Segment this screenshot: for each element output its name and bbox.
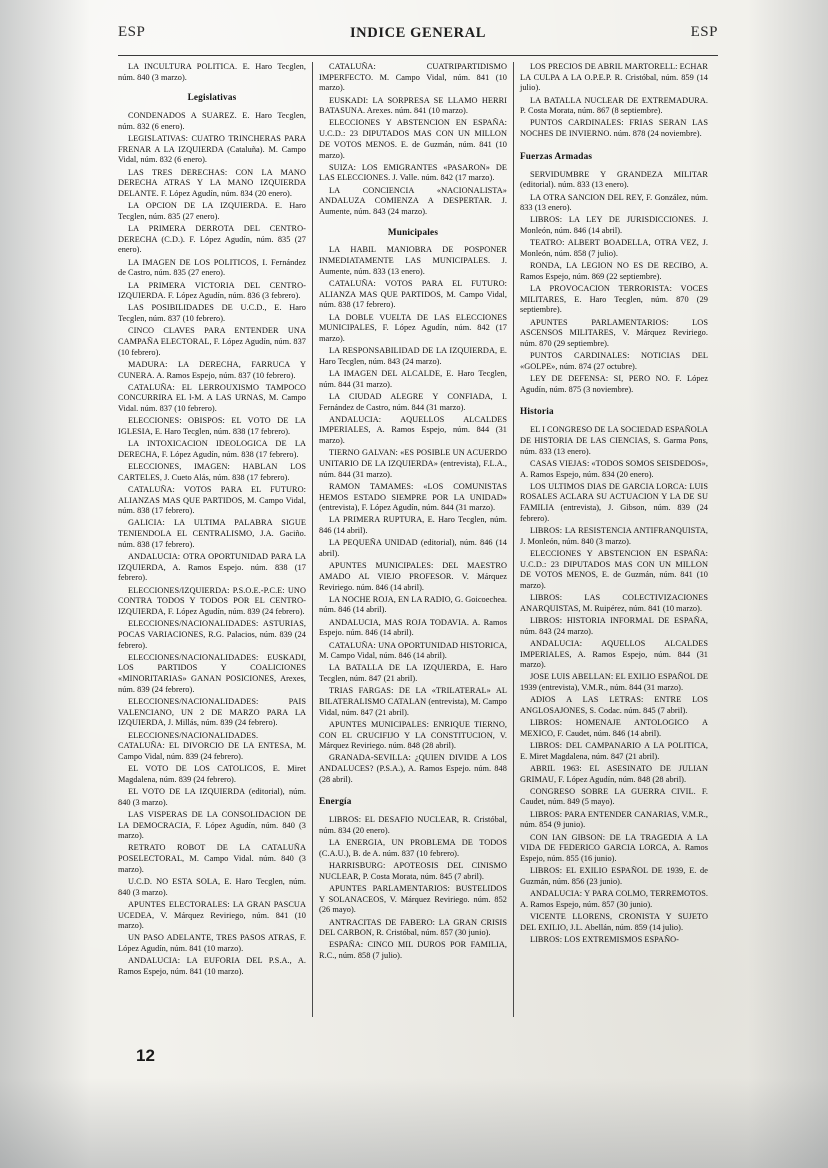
index-entry: ELECCIONES/NACIONALIDADES. CATALUÑA: EL DIVORCIO DE LA ENTESA, M. Campo Vidal, núm. 839 (24 febrero). (118, 730, 306, 761)
section-heading: Legislativas (187, 92, 237, 103)
index-entry: CATALUÑA: CUATRIPARTIDISMO IMPERFECTO. M. Campo Vidal, núm. 841 (10 marzo). (319, 62, 507, 93)
index-entry: LA BATALLA NUCLEAR DE EXTREMADURA. P. Costa Morata, núm. 867 (8 septiembre). (520, 95, 708, 116)
index-entry: LIBROS: LAS COLECTIVIZACIONES ANARQUISTAS, M. Ruipérez, núm. 841 (10 marzo). (520, 593, 708, 613)
column-1-content (118, 62, 306, 978)
index-entry: ANDALUCIA: LA EUFORIA DEL P.S.A., A. Ramos Espejo, núm. 841 (10 marzo). (118, 956, 306, 976)
index-entry: ELECCIONES: OBISPOS: EL VOTO DE LA IGLESIA, E. Haro Tecglen, núm. 838 (17 febrero). (118, 416, 306, 436)
index-entry: LOS PRECIOS DE ABRIL MARTORELL: ECHAR LA CULPA A LA O.P.E.P. R. Cristóbal, núm. 859 (14 julio). (520, 62, 708, 93)
index-entry: LOS ULTIMOS DIAS DE GARCIA LORCA: LUIS ROSALES ACLARA SU ACTUACION Y LA DE SU FAMILIA (entrevista), J. Gibson, núm. 839 (24 febrero). (520, 481, 708, 523)
index-entry: CATALUÑA: EL LERROUXISMO TAMPOCO CONCURRIRA EL l-M. A LAS URNAS, M. Campo Vidal. núm. 837 (10 febrero). (118, 382, 306, 414)
index-entry: APUNTES PARLAMENTARIOS: LOS ASCENSOS MILITARES, V. Márquez Reviriego. núm. 870 (29 septiembre). (520, 317, 708, 348)
index-entry: TRIAS FARGAS: DE LA «TRILATERAL» AL BILATERALISMO CATALAN (entrevista), M. Campo Vidal, núm. 847 (21 abril). (319, 686, 507, 717)
index-entry: ANDALUCIA: AQUELLOS ALCALDES IMPERIALES, A. Ramos Espejo, núm. 844 (31 marzo). (520, 638, 708, 670)
index-entry: LA OPCION DE LA IZQUIERDA. E. Haro Tecglen, núm. 835 (27 enero). (118, 201, 306, 221)
section-heading: Energía (319, 796, 352, 807)
page-edge-shadow-right (748, 0, 828, 1168)
index-entry: ELECCIONES Y ABSTENCION EN ESPAÑA: U.C.D.: 23 DIPUTADOS MAS CON UN MILLON DE VOTOS MENOS. E. de Guzmán, núm. 841 (10 marzo). (319, 118, 507, 160)
index-entry: MADURA: LA DERECHA, FARRUCA Y CUNERA. A. Ramos Espejo, núm. 837 (10 febrero). (118, 359, 306, 380)
column-3-content (520, 62, 708, 945)
index-entry: LA PRIMERA DERROTA DEL CENTRO-DERECHA (C.D.). F. López Agudín, núm. 835 (27 enero). (118, 224, 306, 255)
index-entry: JOSE LUIS ABELLAN: EL EXILIO ESPAÑOL DE 1939 (entrevista), V.M.R., núm. 844 (31 marzo). (520, 672, 708, 693)
index-entry: LEY DE DEFENSA: SI, PERO NO. F. López Agudín, núm. 875 (3 noviembre). (520, 374, 708, 394)
index-entry: APUNTES PARLAMENTARIOS: BUSTELIDOS Y SOLANACEOS, V. Márquez Reviriego. núm. 852 (26 mayo). (319, 883, 507, 915)
index-entry: EL VOTO DE LA IZQUIERDA (editorial), núm. 840 (3 marzo). (118, 786, 306, 807)
index-entry: CASAS VIEJAS: «TODOS SOMOS SEISDEDOS», A. Ramos Espejo, núm. 834 (20 enero). (520, 458, 708, 479)
index-entry: EL VOTO DE LOS CATOLICOS, E. Miret Magdalena, núm. 839 (24 febrero). (118, 764, 306, 784)
column-2-content (319, 62, 507, 962)
page-sheet (118, 22, 718, 1042)
index-entry: APUNTES ELECTORALES: LA GRAN PASCUA UCEDEA, V. Márquez Reviriego, núm. 841 (10 marzo). (118, 899, 306, 931)
index-entry: CONDENADOS A SUAREZ. E. Haro Tecglen, núm. 832 (6 enero). (118, 111, 306, 131)
index-entry: LAS POSIBILIDADES DE U.C.D., E. Haro Tecglen, núm. 837 (10 febrero). (118, 303, 306, 324)
index-entry: RETRATO ROBOT DE LA CATALUÑA POSELECTORAL, M. Campo Vidal. núm. 840 (3 marzo). (118, 843, 306, 874)
index-entry: LA RESPONSABILIDAD DE LA IZQUIERDA, E. Haro Tecglen, núm. 843 (24 marzo). (319, 346, 507, 366)
index-entry: CATALUÑA: VOTOS PARA EL FUTURO: ALIANZAS MAS QUE PARTIDOS, M. Campo Vidal, núm. 838 (17 febrero). (118, 484, 306, 516)
index-entry: CON IAN GIBSON: DE LA TRAGEDIA A LA VIDA DE FEDERICO GARCIA LORCA, A. Ramos Espejo, núm. 855 (16 junio). (520, 832, 708, 863)
index-entry: LA NOCHE ROJA, EN LA RADIO, G. Goicoechea. núm. 846 (14 abril). (319, 594, 507, 615)
index-entry: LA DOBLE VUELTA DE LAS ELECCIONES MUNICIPALES, F. López Agudín, núm. 842 (17 marzo). (319, 312, 507, 343)
section-heading: Municipales (387, 226, 439, 237)
index-entry: LIBROS: HOMENAJE ANTOLOGICO A MEXICO, F. Caudet, núm. 846 (14 abril). (520, 718, 708, 738)
index-entry: TIERNO GALVAN: «ES POSIBLE UN ACUERDO UNITARIO DE LA IZQUIERDA» (entrevista), F.L.A., núm. 844 (31 marzo). (319, 448, 507, 479)
index-columns (118, 62, 718, 1022)
index-entry: LA HABIL MANIOBRA DE POSPONER INMEDIATAMENTE LAS MUNICIPALES. J. Aumente, núm. 833 (13 enero). (319, 245, 507, 276)
index-entry: SERVIDUMBRE Y GRANDEZA MILITAR (editorial). núm. 833 (13 enero). (520, 169, 708, 190)
index-entry: ADIOS A LAS LETRAS: ENTRE LOS ANGLOSAJONES, S. Codac. núm. 845 (7 abril). (520, 695, 708, 715)
index-entry: ELECCIONES Y ABSTENCION EN ESPAÑA: U.C.D.: 23 DIPUTADOS MAS CON UN MILLON DE VOTOS MENOS, E. de Guzmán, núm. 841 (10 marzo). (520, 548, 708, 590)
index-entry: TEATRO: ALBERT BOADELLA, OTRA VEZ, J. Monleón, núm. 858 (7 julio). (520, 238, 708, 258)
index-entry: ABRIL 1963: EL ASESINATO DE JULIAN GRIMAU, F. López Agudín, núm. 848 (28 abril). (520, 763, 708, 784)
running-header (118, 22, 718, 52)
column-2 (319, 62, 507, 1022)
index-entry: GALICIA: LA ULTIMA PALABRA SIGUE TENIENDOLA EL CENTRALISMO, J.A. Gaciño. núm. 838 (17 febrero). (118, 518, 306, 549)
page-title: INDICE GENERAL (349, 25, 487, 41)
index-entry: LA PRIMERA VICTORIA DEL CENTRO-IZQUIERDA. F. López Agudín, núm. 836 (3 febrero). (118, 280, 306, 301)
index-entry: LEGISLATIVAS: CUATRO TRINCHERAS PARA FRENAR A LA IZQUIERDA (Cataluña). M. Campo Vidal, núm. 832 (6 enero). (118, 134, 306, 165)
index-entry: LIBROS: EL EXILIO ESPAÑOL DE 1939, E. de Guzmán, núm. 856 (23 junio). (520, 866, 708, 886)
index-entry: LA OTRA SANCION DEL REY, F. González, núm. 833 (13 enero). (520, 192, 708, 213)
index-entry: LA PEQUEÑA UNIDAD (editorial), núm. 846 (14 abril). (319, 538, 507, 559)
index-entry: LIBROS: EL DESAFIO NUCLEAR, R. Cristóbal, núm. 834 (20 enero). (319, 815, 507, 836)
index-entry: LA CIUDAD ALEGRE Y CONFIADA, I. Fernández de Castro, núm. 844 (31 marzo). (319, 391, 507, 412)
index-entry: CATALUÑA: VOTOS PARA EL FUTURO: ALIANZA MAS QUE PARTIDOS, M. Campo Vidal, núm. 838 (17 febrero). (319, 279, 507, 310)
index-entry: LA ENERGIA, UN PROBLEMA DE TODOS (C.A.U.), B. de A. núm. 837 (10 febrero). (319, 838, 507, 858)
index-entry: RAMON TAMAMES: «LOS COMUNISTAS HEMOS ESTADO SIEMPRE POR LA UNIDAD» (entrevista), F. López Agudín, núm. 844 (31 marzo). (319, 481, 507, 513)
index-entry: PUNTOS CARDINALES: FRIAS SERAN LAS NOCHES DE INVIERNO. núm. 878 (24 noviembre). (520, 118, 708, 139)
column-divider-1 (306, 62, 319, 1022)
index-entry: GRANADA-SEVILLA: ¿QUIEN DIVIDE A LOS ANDALUCES? (P.S.A.), A. Ramos Espejo. núm. 848 (28 abril). (319, 753, 507, 784)
index-entry: LA IMAGEN DE LOS POLITICOS, I. Fernández de Castro, núm. 835 (27 enero). (118, 257, 306, 278)
index-entry: LA PROVOCACION TERRORISTA: VOCES MILITARES, E. Haro Tecglen, núm. 870 (29 septiembre). (520, 284, 708, 315)
index-entry: LAS TRES DERECHAS: CON LA MANO DERECHA ATRAS Y LA MANO IZQUIERDA DELANTE. F. López Agudín, núm. 834 (20 enero). (118, 167, 306, 199)
index-entry: CATALUÑA: UNA OPORTUNIDAD HISTORICA, M. Campo Vidal, núm. 846 (14 abril). (319, 640, 507, 661)
index-entry: RONDA, LA LEGION NO ES DE RECIBO, A. Ramos Espejo, núm. 869 (22 septiembre). (520, 261, 708, 281)
index-entry: U.C.D. NO ESTA SOLA, E. Haro Tecglen, núm. 840 (3 marzo). (118, 876, 306, 897)
index-entry: LIBROS: LA LEY DE JURISDICCIONES. J. Monleón, núm. 846 (14 abril). (520, 215, 708, 236)
index-entry: CINCO CLAVES PARA ENTENDER UNA CAMPAÑA ELECTORAL, F. López Agudín, núm. 837 (10 febrero). (118, 326, 306, 357)
index-entry: CONGRESO SOBRE LA GUERRA CIVIL. F. Caudet, núm. 849 (5 mayo). (520, 786, 708, 807)
index-entry: LIBROS: HISTORIA INFORMAL DE ESPAÑA, núm. 843 (24 marzo). (520, 615, 708, 636)
header-rule (118, 55, 718, 56)
index-entry: ELECCIONES/IZQUIERDA: P.S.O.E.-P.C.E: UNO CONTRA TODOS Y TODOS POR EL CENTRO-IZQUIERDA, F. López Agudín, núm. 839 (24 febrero). (118, 585, 306, 616)
index-entry: LA INTOXICACION IDEOLOGICA DE LA DERECHA, F. López Agudín, núm. 838 (17 febrero). (118, 439, 306, 459)
index-entry: APUNTES MUNICIPALES: ENRIQUE TIERNO, CON EL CRUCIFIJO Y LA CONSTITUCION, V. Márquez Reviriego. núm. 848 (28 abril). (319, 719, 507, 751)
index-entry: ELECCIONES/NACIONALIDADES: EUSKADI, LOS PARTIDOS Y COALICIONES «MINORITARIAS» GANAN POSICIONES, Arexes, núm. 839 (24 febrero). (118, 652, 306, 694)
index-entry: SUIZA: LOS EMIGRANTES «PASARON» DE LAS ELECCIONES. J. Valle. núm. 842 (17 marzo). (319, 162, 507, 183)
index-entry: LIBROS: LA RESISTENCIA ANTIFRANQUISTA, J. Monleón, núm. 840 (3 marzo). (520, 525, 708, 546)
index-entry: LIBROS: PARA ENTENDER CANARIAS, V.M.R., núm. 854 (9 junio). (520, 809, 708, 830)
index-entry: VICENTE LLORENS, CRONISTA Y SUJETO DEL EXILIO, J.L. Abellán, núm. 859 (14 julio). (520, 911, 708, 932)
index-entry: LA PRIMERA RUPTURA, E. Haro Tecglen, núm. 846 (14 abril). (319, 515, 507, 536)
index-entry: ELECCIONES/NACIONALIDADES: PAIS VALENCIANO, UN 2 DE MARZO PARA LA IZQUIERDA, J. Millás, núm. 839 (24 febrero). (118, 696, 306, 728)
index-entry: EL I CONGRESO DE LA SOCIEDAD ESPAÑOLA DE HISTORIA DE LAS CIENCIAS, S. Garma Pons, núm. 833 (13 enero). (520, 425, 708, 456)
column-1 (118, 62, 306, 1022)
index-entry: ANTRACITAS DE FABERO: LA GRAN CRISIS DEL CARBON, R. Cristóbal, núm. 857 (30 junio). (319, 917, 507, 938)
index-entry: ANDALUCIA: OTRA OPORTUNIDAD PARA LA IZQUIERDA, A. Ramos Espejo. núm. 838 (17 febrero). (118, 552, 306, 583)
index-entry: ELECCIONES/NACIONALIDADES: ASTURIAS, POCAS VARIACIONES, R.G. Palacios, núm. 839 (24 febrero). (118, 619, 306, 650)
index-entry: LIBROS: DEL CAMPANARIO A LA POLITICA, E. Miret Magdalena, núm. 847 (21 abril). (520, 741, 708, 761)
index-entry: ANDALUCIA: Y PARA COLMO, TERREMOTOS. A. Ramos Espejo, núm. 857 (30 junio). (520, 888, 708, 909)
page-edge-shadow-bottom (0, 1078, 828, 1168)
index-entry: APUNTES MUNICIPALES: DEL MAESTRO AMADO AL VIEJO PROFESOR. V. Márquez Reviriego. núm. 846 (14 abril). (319, 561, 507, 592)
header-marker-right: ESP (690, 24, 718, 40)
index-entry: ESPAÑA: CINCO MIL DUROS POR FAMILIA, R.C., núm. 858 (7 julio). (319, 940, 507, 961)
folio-number: 12 (136, 1046, 155, 1065)
index-entry: LA CONCIENCIA «NACIONALISTA» ANDALUZA COMIENZA A DESPERTAR. J. Aumente, núm. 843 (24 marzo). (319, 185, 507, 216)
index-entry: LA BATALLA DE LA IZQUIERDA, E. Haro Tecglen, núm. 847 (21 abril). (319, 663, 507, 684)
index-entry: LA IMAGEN DEL ALCALDE, E. Haro Tecglen, núm. 844 (31 marzo). (319, 369, 507, 389)
section-heading: Historia (520, 406, 554, 417)
index-entry: UN PASO ADELANTE, TRES PASOS ATRAS, F. López Agudín, núm. 841 (10 marzo). (118, 933, 306, 954)
header-marker-left: ESP (118, 24, 146, 40)
section-heading: Fuerzas Armadas (520, 150, 593, 161)
index-entry: ANDALUCIA, MAS ROJA TODAVIA. A. Ramos Espejo. núm. 846 (14 abril). (319, 617, 507, 638)
index-entry: LAS VISPERAS DE LA CONSOLIDACION DE LA DEMOCRACIA, F. López Agudín, núm. 840 (3 marzo). (118, 809, 306, 841)
index-entry: EUSKADI: LA SORPRESA SE LLAMO HERRI BATASUNA. Arexes. núm. 841 (10 marzo). (319, 95, 507, 116)
index-entry: ELECCIONES, IMAGEN: HABLAN LOS CARTELES, J. Cueto Alás, núm. 838 (17 febrero). (118, 462, 306, 482)
index-entry: LA INCULTURA POLITICA. E. Haro Tecglen, núm. 840 (3 marzo). (118, 62, 306, 82)
column-divider-2 (507, 62, 520, 1022)
index-entry: LIBROS: LOS EXTREMISMOS ESPAÑO- (530, 934, 679, 944)
page-edge-shadow-left (0, 0, 90, 1168)
column-3 (520, 62, 708, 1022)
index-entry: ANDALUCIA: AQUELLOS ALCALDES IMPERIALES, A. Ramos Espejo, núm. 844 (31 marzo). (319, 414, 507, 446)
index-entry: PUNTOS CARDINALES: NOTICIAS DEL «GOLPE», núm. 874 (27 octubre). (520, 351, 708, 371)
index-entry: HARRISBURG: APOTEOSIS DEL CINISMO NUCLEAR, P. Costa Morata, núm. 845 (7 abril). (319, 861, 507, 881)
